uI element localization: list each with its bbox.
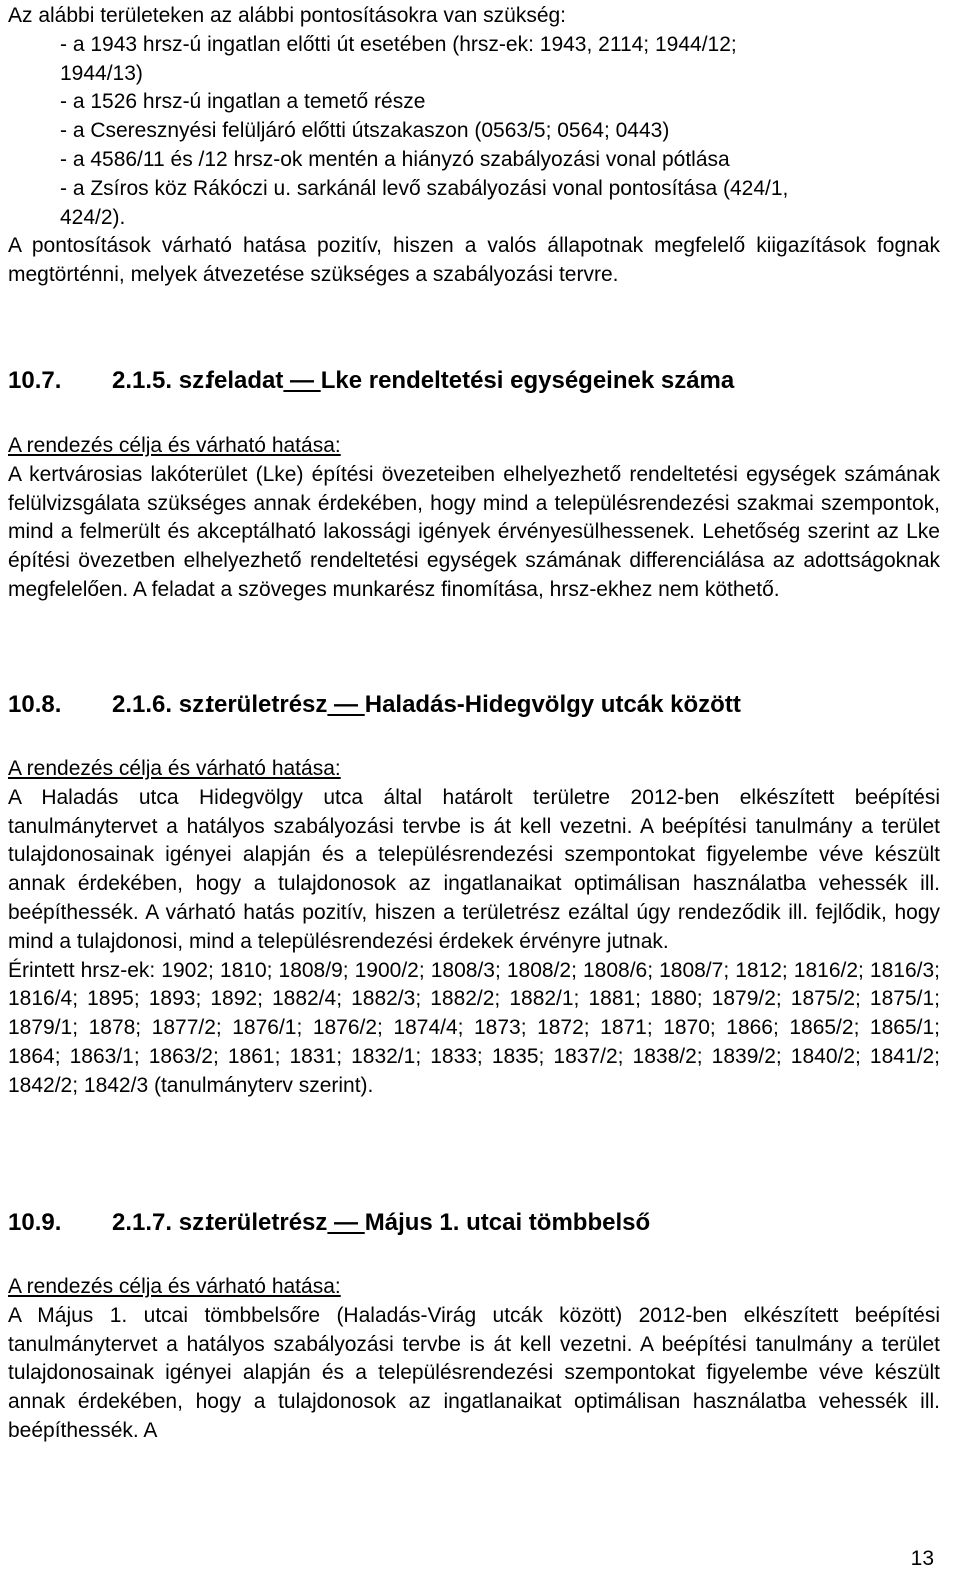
section-subnumber: 2.1.5. sz. [112,367,211,394]
section-subnumber: 2.1.6. sz. [112,691,211,718]
section-paragraph: A kertvárosias lakóterület (Lke) építési övezeteiben elhelyezhető rendeltetési egységek számának felülvizsgálata szükséges annak érdekében, hogy mind a településrendezési szakmai szempontok, mind a felmerült és akceptálható lakossági igények érvényesülhessenek. Lehetőség szerint az Lke építési övezetben elhelyezhető rendeltetési egységek számának differenciálása az adottságoknak megfelelően. A feladat a szöveges munkarész finomítása, hrsz-ekhez nem köthető. [8,462,940,601]
section-paragraph: A Május 1. utcai tömbbelsőre (Haladás-Virág utcák között) 2012-ben elkészített beépítési tanulmánytervet a hatályos szabályozási tervbe is át kell vezetni. A beépítési tanulmány a terület tulajdonosainak igényei alapján és a településrendezési szempontokat figyelembe véve készült annak érdekében, hogy a tulajdonosok az ingatlanaikat optimálisan használatba vehessék ill. beépíthessék. A [8,1303,940,1442]
page-number: 13 [910,1547,934,1570]
intro-line: 1944/13) [60,61,143,85]
intro-line: - a Zsíros köz Rákóczi u. sarkánál levő szabályozási vonal pontosítása (424/1, [60,176,789,200]
intro-line: - a 1943 hrsz-ú ingatlan előtti út esetében (hrsz-ek: 1943, 2114; 1944/12; [60,32,737,56]
title-main: Május 1. utcai tömbbelső [364,1209,651,1236]
section-heading [8,690,741,720]
intro-paragraph: A pontosítások várható hatása pozitív, hiszen a valós állapotnak megfelelő kiigazítások fognak megtörténni, melyek átvezetése szükséges a szabályozási tervre. [8,234,940,287]
section-number: 10.9. [8,1209,62,1236]
title-main: Haladás-Hidegvölgy utcák között [364,691,741,718]
section-number: 10.7. [8,367,62,394]
title-prefix: területrész [206,691,328,718]
section-title [206,691,741,718]
section-paragraph: Érintett hrsz-ek: 1902; 1810; 1808/9; 1900/2; 1808/3; 1808/2; 1808/6; 1808/7; 1812; 1816/2; 1816/3; 1816/4; 1895; 1893; 1892; 1882/4; 1882/3; 1882/2; 1882/1; 1881; 1880; 1879/2; 1875/2; 1875/1; 1879/1; 1878; 1877/2; 1876/1; 1876/2; 1874/4; 1873; 1872; 1871; 1870; 1866; 1865/2; 1865/1; 1864; 1863/1; 1863/2; 1861; 1831; 1832/1; 1833; 1835; 1837/2; 1838/2; 1839/2; 1840/2; 1841/2; 1842/2; 1842/3 (tanulmányterv szerint). [8,958,940,1097]
section-lead: A rendezés célja és várható hatása: [8,757,341,780]
title-main: Lke rendeltetési egységeinek száma [320,367,735,394]
section-number: 10.8. [8,691,62,718]
section-body [8,432,940,605]
section-body [8,1273,940,1446]
title-dash: — [327,1209,365,1236]
title-prefix: feladat [206,367,284,394]
section-paragraph: A Haladás utca Hidegvölgy utca által határolt területre 2012-ben elkészített beépítési tanulmánytervet a hatályos szabályozási tervbe is át kell vezetni. A beépítési tanulmány a terület tulajdonosainak igényei alapján és a településrendezési szempontokat figyelembe véve készült annak érdekében, hogy a tulajdonosok az ingatlanaikat optimálisan használatba vehessék ill. beépíthessék. A várható hatás pozitív, hiszen a területrész ezáltal úgy rendeződik ill. fejlődik, hogy mind a tulajdonosi, mind a településrendezési érdekek érvényre jutnak. [8,785,940,953]
intro-line: - a 1526 hrsz-ú ingatlan a temető része [60,90,426,114]
title-dash: — [283,367,321,394]
intro-line: - a Cseresznyési felüljáró előtti útszakaszon (0563/5; 0564; 0443) [60,119,670,143]
title-dash: — [327,691,365,718]
intro-block [8,2,940,290]
section-subnumber: 2.1.7. sz. [112,1209,211,1236]
section-title [206,1209,650,1236]
section-heading [8,366,734,396]
title-prefix: területrész [206,1209,328,1236]
section-lead: A rendezés célja és várható hatása: [8,434,341,457]
section-body [8,755,940,1101]
intro-line: Az alábbi területeken az alábbi pontosításokra van szükség: [8,4,567,27]
section-title [206,367,734,394]
section-heading [8,1208,650,1238]
intro-line: - a 4586/11 és /12 hrsz-ok mentén a hiányzó szabályozási vonal pótlása [60,147,730,171]
intro-line: 424/2). [60,205,126,229]
section-lead: A rendezés célja és várható hatása: [8,1275,341,1298]
document-page [8,0,940,1593]
